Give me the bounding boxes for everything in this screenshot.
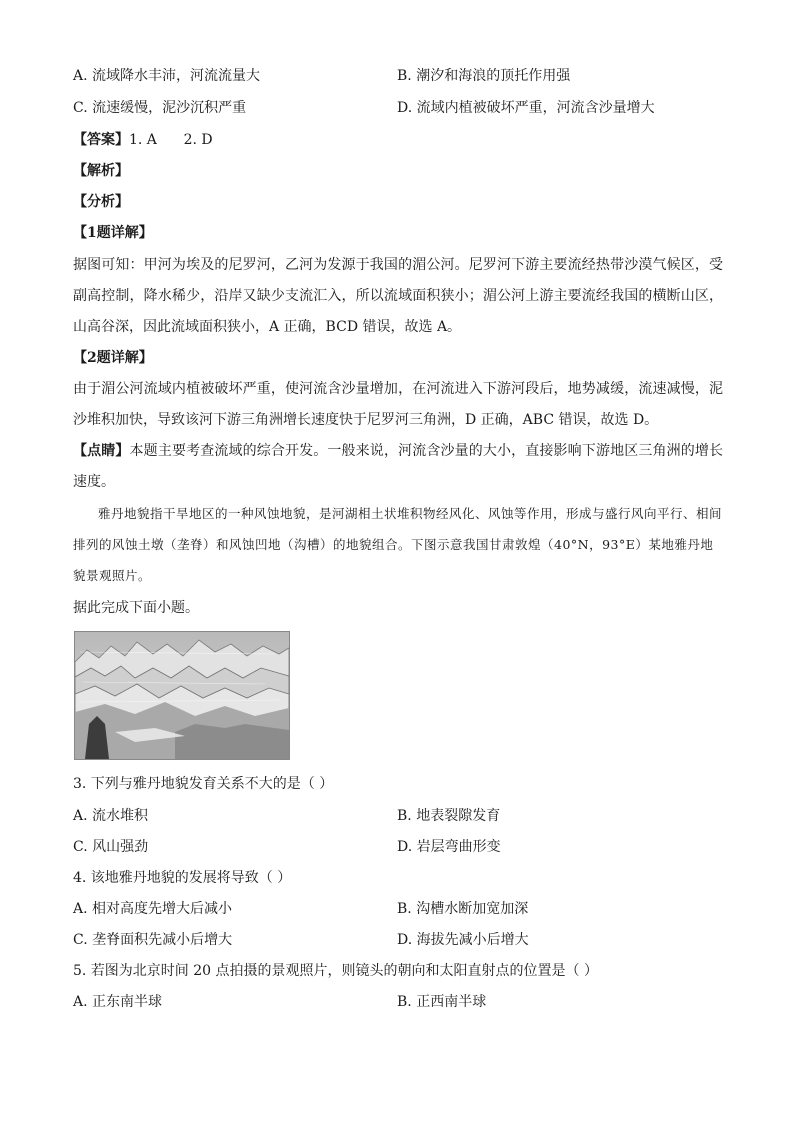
q2-detail-text: 由于湄公河流域内植被破坏严重，使河流含沙量增加，在河流进入下游河段后，地势减缓，流速减慢，泥沙堆积加快，导致该河下游三角洲增长速度快于尼罗河三角洲，D 正确，ABC 错误，故选 D。 [73,381,723,428]
q1-option-c: C. 流速缓慢，泥沙沉积严重 [73,100,247,116]
q1-option-a: A. 流域降水丰沛，河流流量大 [73,68,261,84]
q5-option-a: A. 正东南半球 [73,994,163,1010]
dianjing-text: 本题主要考查流域的综合开发。一般来说，河流含沙量的大小，直接影响下游地区三角洲的增长速度。 [73,443,724,490]
q4-option-a: A. 相对高度先增大后减小 [73,901,233,917]
answer-text: 1. A 2. D [129,132,213,148]
q3-option-b: B. 地表裂隙发育 [397,808,501,824]
q1-detail-heading: 【1题详解】 [73,225,153,241]
q3-option-a: A. 流水堆积 [73,808,149,824]
yardang-photo-image [75,632,289,759]
q1-option-b: B. 潮汐和海浪的顶托作用强 [397,68,571,84]
q3-stem: 3. 下列与雅丹地貌发育关系不大的是（ ） [73,776,334,792]
q3-option-c: C. 风山强劲 [73,839,149,855]
dianjing-block [73,436,723,498]
yardang-photo [74,631,290,760]
q4-option-d: D. 海拔先减小后增大 [397,932,529,948]
analysis-heading: 【解析】 [73,163,129,179]
q5-stem: 5. 若图为北京时间 20 点拍摄的景观照片，则镜头的朝向和太阳直射点的位置是（ ） [73,963,598,979]
answer-label: 【答案】 [73,132,129,148]
q4-option-b: B. 沟槽水断加宽加深 [397,901,529,917]
q1-detail-text: 据图可知：甲河为埃及的尼罗河，乙河为发源于我国的湄公河。尼罗河下游主要流经热带沙漠气候区，受副高控制，降水稀少，沿岸又缺少支流汇入，所以流域面积狭小；湄公河上游主要流经我国的横断山区，山高谷深，因此流域面积狭小，A 正确，BCD 错误，故选 A。 [73,257,723,335]
q5-option-b: B. 正西南半球 [397,994,487,1010]
q2-detail-heading: 【2题详解】 [73,350,153,366]
answer-line [73,130,213,150]
q3-option-d: D. 岩层弯曲形变 [397,839,501,855]
material-text: 雅丹地貌指干旱地区的一种风蚀地貌，是河湖相土状堆积物经风化、风蚀等作用，形成与盛行风向平行、相间排列的风蚀土墩（垄脊）和风蚀凹地（沟槽）的地貌组合。下图示意我国甘肃敦煌（40°N，93°E）某地雅丹地貌景观照片。 [73,506,723,583]
instruction-text: 据此完成下面小题。 [73,600,199,616]
dianjing-label: 【点睛】 [73,443,130,459]
q4-stem: 4. 该地雅丹地貌的发展将导致（ ） [73,870,292,886]
fenxi-heading: 【分析】 [73,194,129,210]
q4-option-c: C. 垄脊面积先减小后增大 [73,932,233,948]
q1-option-d: D. 流域内植被破坏严重，河流含沙量增大 [397,100,655,116]
